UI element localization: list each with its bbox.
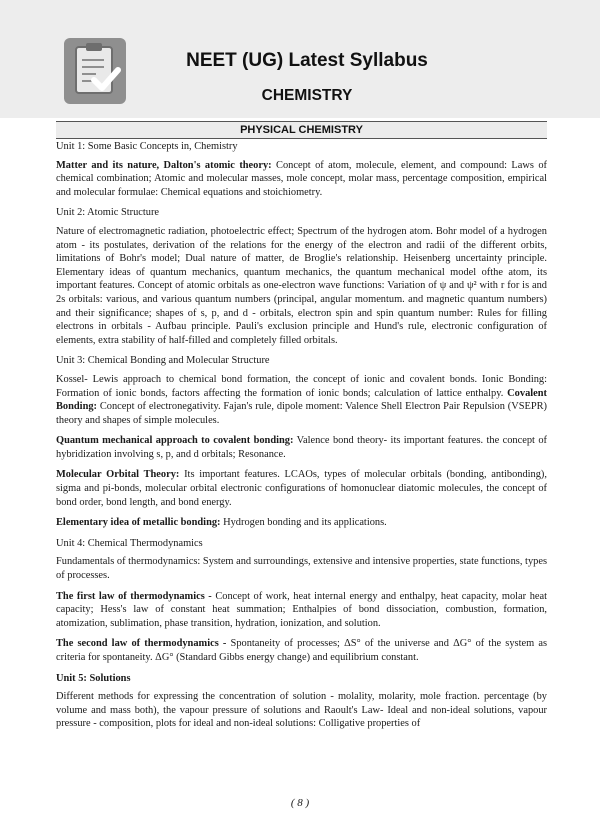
unit-1-title: Unit 1: Some Basic Concepts in, Chemistry	[56, 141, 238, 152]
page-number: ( 8 )	[290, 797, 310, 809]
unit-3-bold-metallic: Elementary idea of metallic bonding:	[56, 517, 221, 529]
unit-5-title: Unit 5: Solutions	[56, 672, 131, 684]
page-title: NEET (UG) Latest Syllabus	[186, 50, 428, 71]
unit-3-text-1: Kossel- Lewis approach to chemical bond formation, the concept of ionic and covalent bonds. Ionic Bonding: Formation of ionic bonds, factors affecting the formation of ionic bonds; calculation of lattice enthalpy.	[56, 373, 547, 399]
unit-4-bold-first-law: The first law of thermodynamics -	[56, 590, 212, 602]
unit-1-text: Concept of atom, molecule, element, and compound: Laws of chemical combination; Atomic and molecular masses, mole concept, molar mass, percentage composition, empirical and molecular formulae: Chemical equations and stoichiometry.	[56, 159, 547, 198]
unit-3-text-2: Valence bond theory- its important features. the concept of hybridization involving s, p, and d orbitals; Resonance.	[56, 435, 547, 460]
unit-3-bold-mot: Molecular Orbital Theory:	[56, 469, 180, 481]
unit-4-paragraph-1: Fundamentals of thermodynamics: System and surroundings, extensive and intensive properties, state functions, types of processes.	[56, 556, 547, 582]
unit-4-bold-second-law: The second law of thermodynamics -	[56, 638, 227, 650]
unit-3-text-4: Hydrogen bonding and its applications.	[220, 517, 387, 529]
unit-4-paragraph-3	[56, 637, 547, 664]
section-header: PHYSICAL CHEMISTRY	[56, 121, 547, 139]
unit-3-paragraph-2	[56, 434, 547, 461]
unit-3-paragraph-4	[56, 516, 547, 530]
subject-title: CHEMISTRY	[261, 87, 353, 104]
unit-3-paragraph-3	[56, 468, 547, 509]
unit-4-paragraph-2	[56, 590, 547, 631]
unit-3-text-3: Its important features. LCAOs, types of molecular orbitals (bonding, antibonding), sigma and pi-bonds, molecular orbital electronic configurations of homonuclear diatomic molecules, the concept of bond order, bond length, and bond energy.	[56, 469, 547, 508]
unit-5-paragraph: Different methods for expressing the concentration of solution - molality, molarity, mole fraction. percentage (by volume and mass both), the vapour pressure of solutions and Raoult's Law- Ideal and non-ideal solutions, vapour pressure - composition, plots for ideal and non-ideal solutions: Colligative properties of	[56, 691, 547, 730]
syllabus-content	[56, 140, 547, 792]
unit-2-title: Unit 2: Atomic Structure	[56, 207, 160, 219]
unit-3-paragraph-1	[56, 373, 547, 427]
unit-3-text-1b: Concept of electronegativity. Fajan's rule, dipole moment: Valence Shell Electron Pair Repulsion (VSEPR) theory and shapes of simple molecules.	[56, 401, 547, 426]
unit-1-paragraph	[56, 159, 547, 200]
unit-1-bold-lead: Matter and its nature, Dalton's atomic theory:	[56, 159, 272, 171]
unit-3-bold-covalent: Covalent Bonding:	[56, 387, 547, 413]
unit-3-bold-quantum: Quantum mechanical approach to covalent bonding:	[56, 435, 294, 447]
clipboard-check-icon	[64, 38, 126, 104]
unit-4-title: Unit 4: Chemical Thermodynamics	[56, 537, 203, 549]
unit-4-text-2: Concept of work, heat internal energy and enthalpy, heat capacity, molar heat capacity; Hess's law of constant heat summation; Enthalpies of bond dissociation, combustion, formation, atomization, sublimation, phase transition, hydration, ionization, and solution.	[56, 590, 547, 629]
unit-2-paragraph: Nature of electromagnetic radiation, photoelectric effect; Spectrum of the hydrogen atom. Bohr model of a hydrogen atom - its postulates, derivation of the relations for the energy of the electron and radii of the different orbits, limitations of Bohr's model; Dual nature of matter, de Broglie's relationship. Heisenberg uncertainty principle. Elementary ideas of quantum mechanics, quantum mechanics, the quantum mechanical model ofthe atom, its important features. Concept of atomic orbitals as one-electron wave functions: Variation of ψ and ψ² with r for is and 2s orbitals: various, and various quantum numbers (principal, angular momentum. and magnetic quantum numbers) and their significance; shapes of s, p, and d - orbitals, electron spin and spin quantum number: Rules for filling electrons in orbitals - Aufbau principle. Pauli's exclusion principle and Hund's rule, electronic configuration of elements, extra stability of half-filled and completely filled orbitals.	[56, 225, 547, 346]
unit-3-title: Unit 3: Chemical Bonding and Molecular Structure	[56, 355, 270, 367]
unit-4-text-3: Spontaneity of processes; ΔS° of the universe and ΔG° of the system as criteria for spontaneity. ΔG° (Standard Gibbs energy change) and equilibrium constant.	[56, 638, 547, 663]
